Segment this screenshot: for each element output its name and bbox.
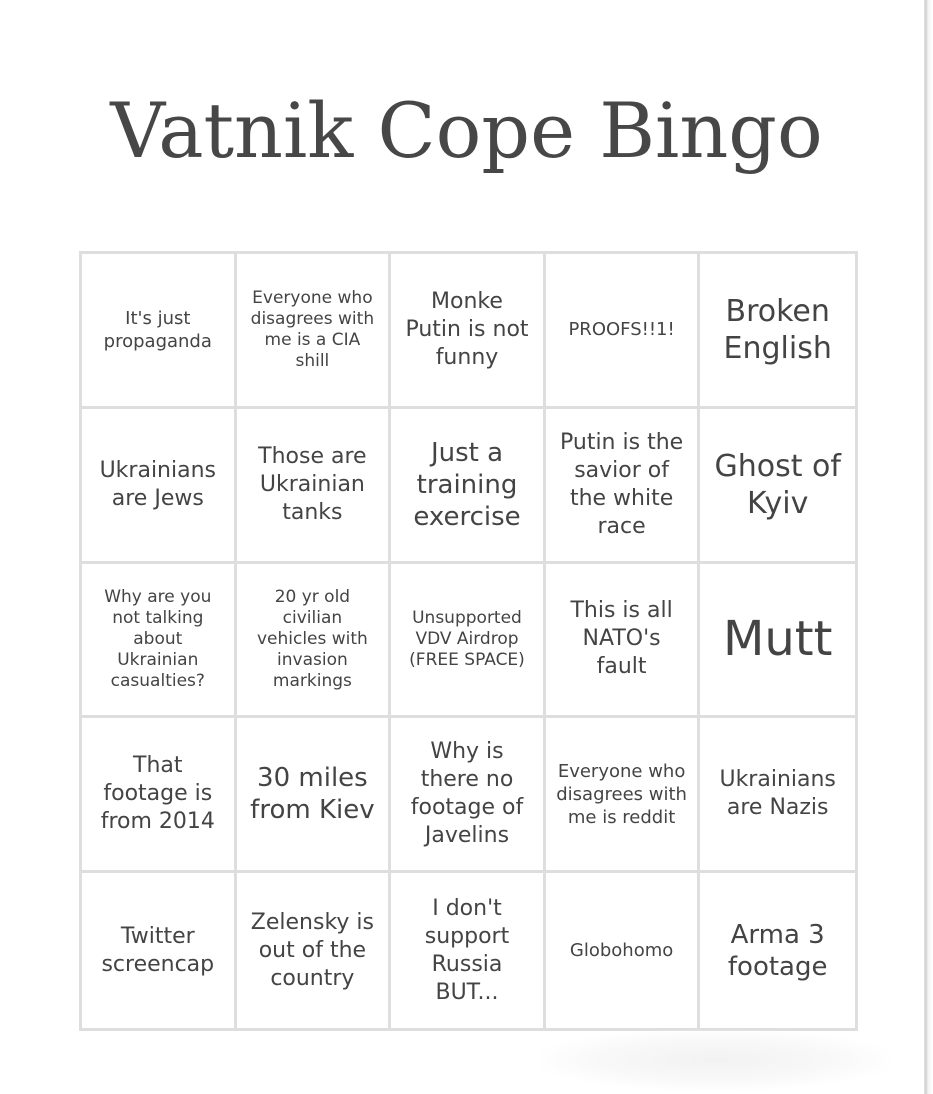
bingo-cell-24 [546,873,701,1028]
bingo-cell-11 [82,564,237,719]
bingo-cell-25 [700,873,855,1028]
bingo-cell-text: Those are Ukrainian tanks [258,443,367,525]
bingo-cell-text: I don't support Russia BUT... [424,895,510,1005]
bingo-cell-text: Ukrainians are Jews [99,457,217,511]
bingo-cell-text: Ghost of Kyiv [714,448,841,521]
bingo-cell-text: Unsupported VDV Airdrop (FREE SPACE) [409,607,525,670]
bingo-cell-text: PROOFS!!1! [568,319,675,341]
bingo-cell-8 [391,409,546,564]
bingo-cell-9 [546,409,701,564]
bingo-grid [79,251,858,1031]
bingo-cell-text: Arma 3 footage [727,919,828,982]
bingo-cell-text: Everyone who disagrees with me is a CIA shill [250,287,375,371]
bingo-cell-22 [237,873,392,1028]
bingo-cell-5 [700,254,855,409]
bingo-cell-10 [700,409,855,564]
bingo-cell-4 [546,254,701,409]
bingo-cell-2 [237,254,392,409]
bingo-cell-text: Putin is the savior of the white race [560,429,684,539]
bingo-cell-16 [82,718,237,873]
bingo-cell-text: Ukrainians are Nazis [719,767,836,821]
bingo-cell-19 [546,718,701,873]
bingo-cell-text: Why are you not talking about Ukrainian casualties? [104,586,212,691]
bingo-cell-text: 30 miles from Kiev [250,763,375,826]
page-title: Vatnik Cope Bingo [110,86,823,175]
bingo-cell-text: Zelensky is out of the country [250,909,374,991]
bingo-cell-text: It's just propaganda [103,307,212,352]
bingo-cell-text: Mutt [722,611,833,668]
bingo-cell-text: Why is there no footage of Javelins [410,739,524,849]
bingo-cell-3 [391,254,546,409]
bingo-cell-text: Broken English [723,293,832,366]
bingo-cell-text: Everyone who disagrees with me is reddit [556,760,687,828]
bingo-cell-18 [391,718,546,873]
bingo-cell-text: 20 yr old civilian vehicles with invasion markings [256,586,368,691]
bingo-cell-text: Just a training exercise [413,437,521,532]
bingo-cell-12 [237,564,392,719]
bingo-cell-17 [237,718,392,873]
bingo-cell-21 [82,873,237,1028]
bingo-cell-1 [82,254,237,409]
bingo-cell-6 [82,409,237,564]
bingo-cell-text: Globohomo [569,940,674,962]
bingo-cell-text: Twitter screencap [101,923,215,977]
bingo-cell-text: That footage is from 2014 [100,753,215,835]
bingo-cell-20 [700,718,855,873]
bingo-cell-text: Monke Putin is not funny [405,288,529,370]
bingo-cell-7 [237,409,392,564]
bingo-cell-text: This is all NATO's fault [570,598,673,680]
bingo-cell-14 [546,564,701,719]
bingo-cell-23 [391,873,546,1028]
bingo-cell-13 [391,564,546,719]
bingo-cell-15 [700,564,855,719]
smudge-mark [540,1030,890,1090]
